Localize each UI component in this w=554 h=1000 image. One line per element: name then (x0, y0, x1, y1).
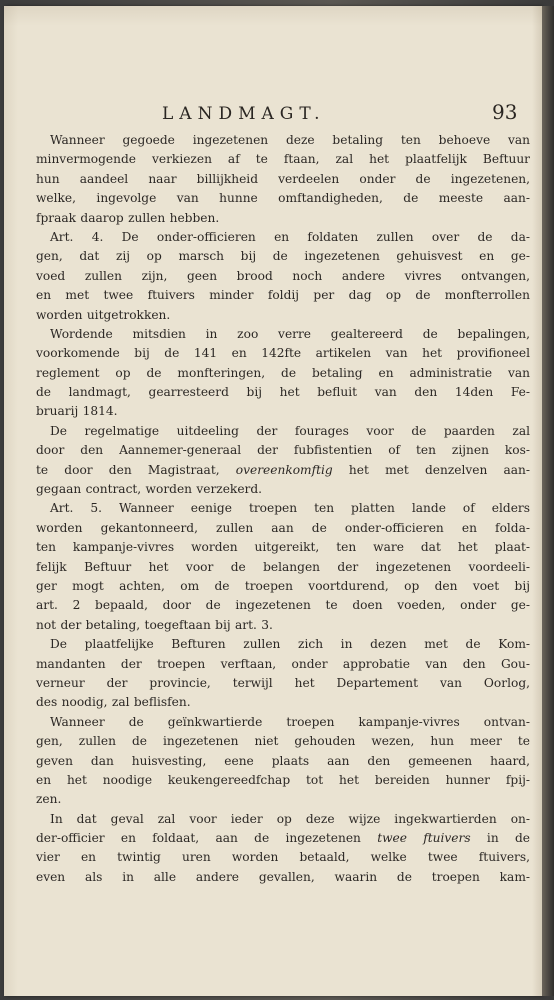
text-line: ger mogt achten, om de troepen voortdurend, op den voet bij (36, 578, 530, 593)
text-line: welke, ingevolge van hunne omftandigheden, de meeste aan- (36, 191, 530, 206)
text-line: bruarij 1814. (36, 404, 118, 419)
body-text (36, 131, 530, 887)
text-line: worden gekantonneerd, zullen aan de onder-officieren en folda- (36, 520, 530, 535)
text-line: felijk Beftuur het voor de belangen der ingezetenen voordeeli- (36, 559, 530, 574)
text-line: voorkomende bij de 141 en 142fte artikelen van het provifioneel (36, 346, 530, 361)
text-line: verneur der provincie, terwijl het Departement van Oorlog, (36, 675, 530, 690)
text-line: Art. 5. Wanneer eenige troepen ten platten lande of elders (50, 501, 530, 516)
text-line: zen. (36, 792, 62, 807)
text-line: fpraak daarop zullen hebben. (36, 210, 220, 225)
text-line: Wanneer de geïnkwartierde troepen kampanje-vivres ontvan- (50, 714, 530, 729)
text-line: te door den Magistraat, overeenkomftig het met denzelven aan- (36, 462, 530, 477)
text-line: De regelmatige uitdeeling der fourages voor de paarden zal (50, 423, 530, 438)
page-edge-shadow (542, 6, 554, 996)
text-line: door den Aannemer-generaal der fubfistentien of ten zijnen kos- (36, 443, 530, 458)
text-line: der-officier en foldaat, aan de ingezetenen twee ftuivers in de (36, 831, 530, 846)
text-line: gegaan contract, worden verzekerd. (36, 482, 263, 497)
italic-phrase: twee ftuivers (377, 831, 471, 846)
text-line: vier en twintig uren worden betaald, welke twee ftuivers, (36, 850, 530, 865)
text-line: In dat geval zal voor ieder op deze wijze ingekwartierden on- (50, 811, 530, 826)
running-head: LANDMAGT. (162, 104, 326, 124)
text-line: ten kampanje-vivres worden uitgereikt, ten ware dat het plaat- (36, 540, 530, 555)
text-line: Wordende mitsdien in zoo verre gealtereerd de bepalingen, (50, 326, 530, 341)
text-line: Wanneer gegoede ingezetenen deze betaling ten behoeve van (50, 133, 530, 147)
text-line: art. 2 bepaald, door de ingezetenen te doen voeden, onder ge- (36, 598, 530, 613)
text-line: hun aandeel naar billijkheid verdeelen onder de ingezetenen, (36, 171, 530, 186)
text-line: minvermogende verkiezen af te ftaan, zal het plaatfelijk Beftuur (36, 152, 530, 167)
text-line: even als in alle andere gevallen, waarin de troepen kam- (36, 869, 530, 884)
text-line: De plaatfelijke Befturen zullen zich in dezen met de Kom- (50, 637, 530, 652)
text-line: Art. 4. De onder-officieren en foldaten zullen over de da- (50, 229, 530, 244)
text-line: geven dan huisvesting, eene plaats aan den gemeenen haard, (36, 753, 530, 768)
page-number: 93 (492, 100, 518, 124)
text-line: gen, zullen de ingezetenen niet gehouden wezen, hun meer te (36, 734, 530, 749)
text-line: worden uitgetrokken. (36, 307, 171, 322)
text-line: des noodig, zal beflisfen. (36, 695, 191, 710)
text-line: gen, dat zij op marsch bij de ingezetenen gehuisvest en ge- (36, 249, 530, 264)
text-line: en het noodige keukengereedfchap tot het bereiden hunner fpij- (36, 772, 530, 787)
text-line: mandanten der troepen verftaan, onder approbatie van den Gou- (36, 656, 530, 671)
text-line: reglement op de monfteringen, de betaling en administratie van (36, 365, 530, 380)
text-line: de landmagt, gearresteerd bij het befluit van den 14den Fe- (36, 385, 530, 400)
text-line: voed zullen zijn, geen brood noch andere vivres ontvangen, (36, 268, 530, 283)
italic-phrase: overeenkomftig (235, 462, 333, 477)
text-line: en met twee ftuivers minder foldij per dag op de monfterrollen (36, 288, 530, 303)
text-line: not der betaling, toegeftaan bij art. 3. (36, 617, 273, 632)
